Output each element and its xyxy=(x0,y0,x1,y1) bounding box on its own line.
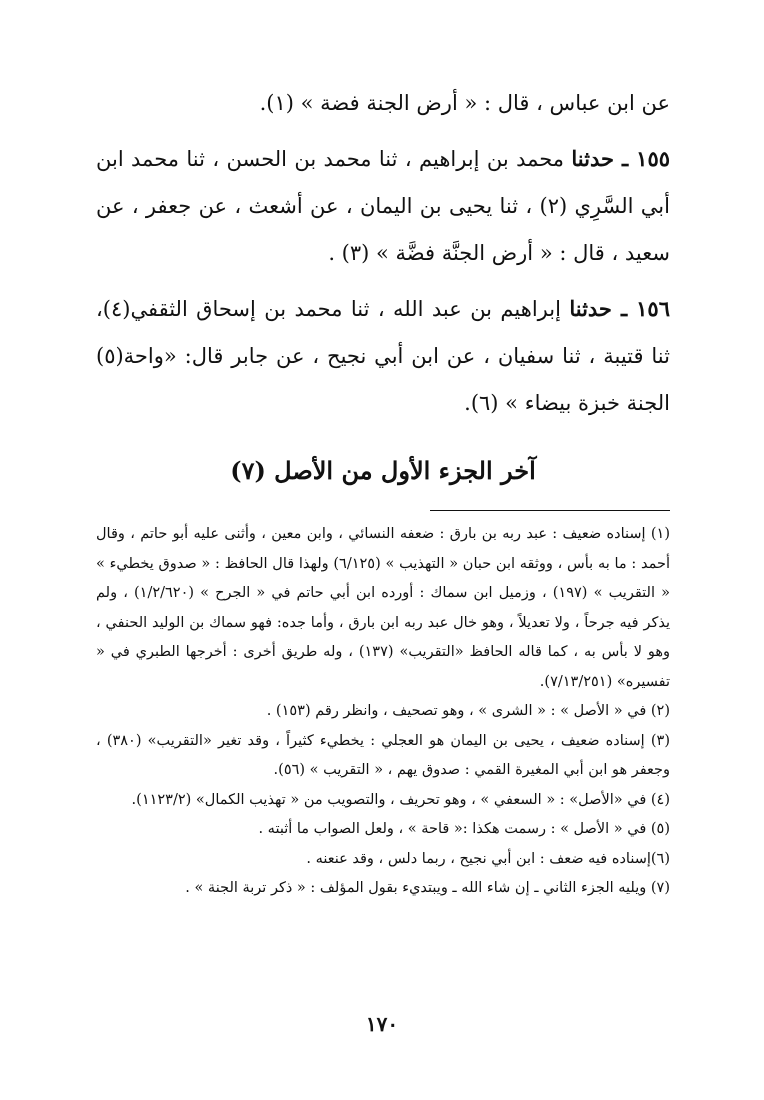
hadith-156 xyxy=(96,285,670,427)
footnote-4: (٤) في «الأصل» : « السعفي » ، وهو تحريف ، والتصويب من « تهذيب الكمال» (١١٢٣/٢). xyxy=(131,791,670,808)
footnote-separator xyxy=(430,510,670,511)
text-line-1: عن ابن عباس ، قال : « أرض الجنة فضة » (١). xyxy=(259,91,670,115)
section-end-heading: آخر الجزء الأول من الأصل (٧) xyxy=(230,456,536,485)
hadith-155-number: ١٥٥ ـ حدثنا xyxy=(571,146,671,171)
hadith-155 xyxy=(96,135,670,277)
main-text xyxy=(96,80,670,491)
footnote-6: (٦)إسناده فيه ضعف : ابن أبي نجيح ، ربما دلس ، وقد عنعنه . xyxy=(306,850,670,867)
footnotes xyxy=(96,520,670,904)
hadith-155-text: محمد بن إبراهيم ، ثنا محمد بن الحسن ، ثنا محمد ابن أبي السَّرِي (٢) ، ثنا يحيى بن اليمان ، عن أشعث ، عن جعفر ، عن سعيد ، قال : « أرض الجنَّة فضَّة » (٣) . xyxy=(96,147,670,265)
footnote-7: (٧) ويليه الجزء الثاني ـ إن شاء الله ـ ويبتديء بقول المؤلف : « ذكر تربة الجنة » . xyxy=(185,880,670,896)
footnote-2: (٢) في « الأصل » : « الشرى » ، وهو تصحيف ، وانظر رقم (١٥٣) . xyxy=(266,703,670,719)
page-number: ١٧٠ xyxy=(365,1012,399,1036)
footnote-3: (٣) إسناده ضعيف ، يحيى بن اليمان هو العجلي : يخطيء كثيراً ، وقد تغير «التقريب» (٣٨٠) ، وجعفر هو ابن أبي المغيرة القمي : صدوق يهم ، « التقريب » (٥٦). xyxy=(96,732,670,778)
footnote-1: (١) إسناده ضعيف : عبد ربه بن بارق : ضعفه النسائي ، وابن معين ، وأثنى عليه أبو حاتم ، وقال أحمد : ما به بأس ، ووثقه ابن حبان « التهذيب » (٦/١٢٥) ولهذا قال الحافظ : « صدوق يخطيء » « التقريب » (١٩٧) ، وزميل ابن سماك : أورده ابن أبي حاتم في « الجرح » (١/٢/٦٢٠) ، ولم يذكر فيه جرحاً ، ولا تعديلاً ، وهو خال عبد ربه ابن بارق ، وأما جده: فهو سماك بن الوليد الحنفي ، وهو لا بأس به ، كما قاله الحافظ «التقريب» (١٣٧) ، وله طريق أخرى : أخرجها الطبري في « تفسيره» (٧/١٣/٢٥١). xyxy=(96,526,671,690)
footnote-5: (٥) في « الأصل » : رسمت هكذا :« قاحة » ، ولعل الصواب ما أثبته . xyxy=(258,821,670,837)
hadith-156-text: إبراهيم بن عبد الله ، ثنا محمد بن إسحاق الثقفي(٤)، ثنا قتيبة ، ثنا سفيان ، عن ابن أبي نجيح ، عن جابر قال: «واحة(٥) الجنة خبزة بيضاء » (٦). xyxy=(96,297,670,415)
hadith-156-number: ١٥٦ ـ حدثنا xyxy=(569,296,670,321)
